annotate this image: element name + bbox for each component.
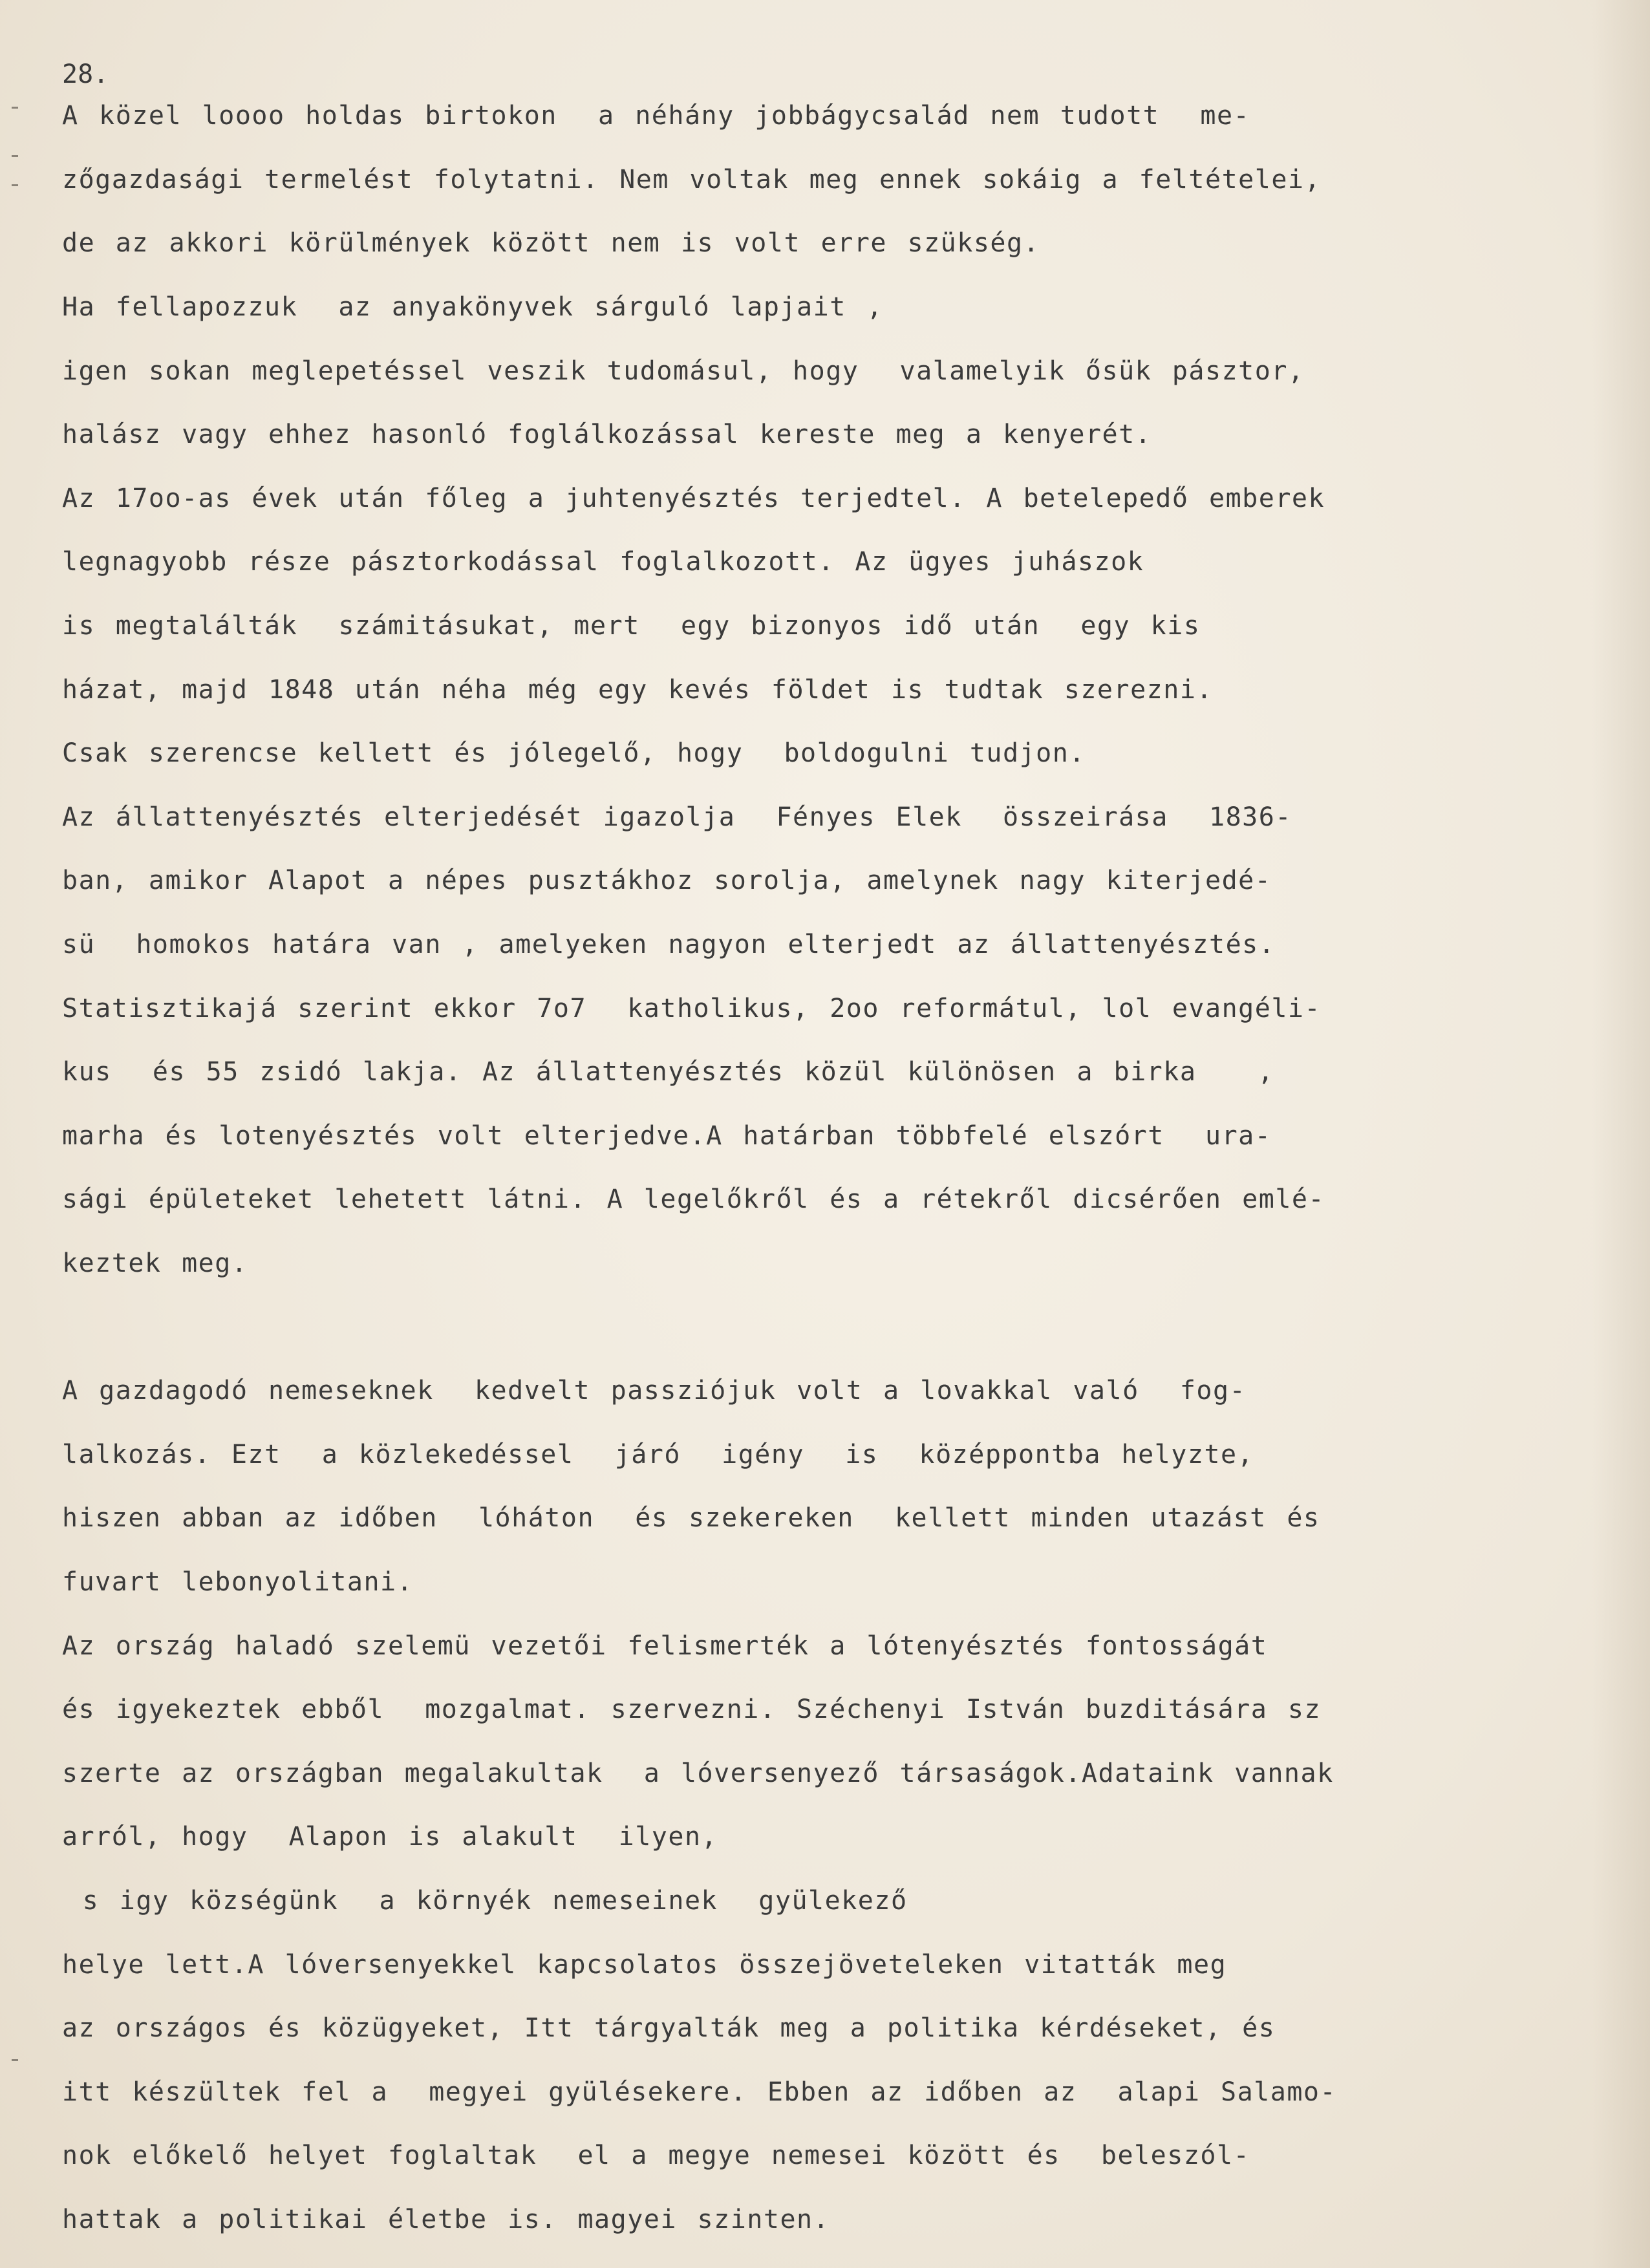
text-line: helye lett.A lóversenyekkel kapcsolatos összejöveteleken vitatták meg <box>62 1949 1227 1980</box>
text-line: legnagyobb része pásztorkodással foglalkozott. Az ügyes juhászok <box>62 547 1144 577</box>
typed-text-body <box>62 84 1536 2251</box>
text-line: Csak szerencse kellett és jólegelő, hogy boldogulni tudjon. <box>62 738 1086 769</box>
text-line: is megtalálták számitásukat, mert egy bizonyos idő után egy kis <box>62 611 1201 641</box>
text-line: nok előkelő helyet foglaltak el a megye nemesei között és beleszól- <box>62 2141 1250 2171</box>
text-line: ban, amikor Alapot a népes pusztákhoz sorolja, amelynek nagy kiterjedé- <box>62 866 1272 896</box>
margin-tick <box>12 184 18 186</box>
text-line: s igy községünk a környék nemeseinek gyülekező <box>62 1885 908 1916</box>
text-line-blank <box>62 1295 1536 1359</box>
text-line: halász vagy ehhez hasonló foglálkozással kereste meg a kenyerét. <box>62 420 1152 450</box>
text-line: Az 17oo-as évek után főleg a juhtenyésztés terjedtel. A betelepedő emberek <box>62 483 1325 513</box>
text-line: marha és lotenyésztés volt elterjedve.A határban többfelé elszórt ura- <box>62 1120 1272 1151</box>
text-line: hattak a politikai életbe is. magyei szinten. <box>62 2204 830 2234</box>
text-line: kus és 55 zsidó lakja. Az állattenyésztés közül különösen a birka , <box>62 1057 1274 1087</box>
text-line: és igyekeztek ebből mozgalmat. szervezni. Széchenyi István buzditására sz <box>62 1695 1322 1725</box>
text-line: igen sokan meglepetéssel veszik tudomásul, hogy valamelyik ősük pásztor, <box>62 356 1305 386</box>
text-line: sági épületeket lehetett látni. A legelőkről és a rétekről dicsérően emlé- <box>62 1184 1325 1215</box>
text-line: A gazdagodó nemeseknek kedvelt passziójuk volt a lovakkal való fog- <box>62 1376 1247 1406</box>
text-line: arról, hogy Alapon is alakult ilyen, <box>62 1822 718 1852</box>
text-line: itt készültek fel a megyei gyülésekere. Ebben az időben az alapi Salamo- <box>62 2077 1337 2107</box>
margin-tick <box>12 2059 18 2061</box>
text-line: Az ország haladó szelemü vezetői felismerték a lótenyésztés fontosságát <box>62 1631 1268 1661</box>
text-line: fuvart lebonyolitani. <box>62 1567 414 1597</box>
text-line: sü homokos határa van , amelyeken nagyon elterjedt az állattenyésztés. <box>62 930 1276 960</box>
text-line: de az akkori körülmények között nem is volt erre szükség. <box>62 228 1040 259</box>
margin-tick <box>12 107 18 109</box>
text-line: A közel loooo holdas birtokon a néhány jobbágycsalád nem tudott me- <box>62 101 1250 131</box>
text-line: zőgazdasági termelést folytatni. Nem voltak meg ennek sokáig a feltételei, <box>62 164 1322 195</box>
text-line: lalkozás. Ezt a közlekedéssel járó igény is középpontba helyzte, <box>62 1439 1254 1470</box>
text-line: hiszen abban az időben lóháton és szekereken kellett minden utazást és <box>62 1503 1320 1534</box>
text-line: Statisztikajá szerint ekkor 7o7 katholikus, 2oo reformátul, lol evangéli- <box>62 993 1322 1023</box>
text-line: szerte az országban megalakultak a lóversenyező társaságok.Adataink vannak <box>62 1758 1334 1788</box>
paper-edge-shadow <box>1592 0 1650 2268</box>
text-line: keztek meg. <box>62 1248 248 1278</box>
text-line: Az állattenyésztés elterjedését igazolja Fényes Elek összeirása 1836- <box>62 802 1292 832</box>
text-line: az országos és közügyeket, Itt tárgyalták meg a politika kérdéseket, és <box>62 2013 1276 2044</box>
text-line: Ha fellapozzuk az anyakönyvek sárguló lapjait , <box>62 292 883 323</box>
text-line: házat, majd 1848 után néha még egy kevés földet is tudtak szerezni. <box>62 674 1213 705</box>
page-number: 28. <box>62 59 109 89</box>
margin-tick <box>12 155 18 157</box>
